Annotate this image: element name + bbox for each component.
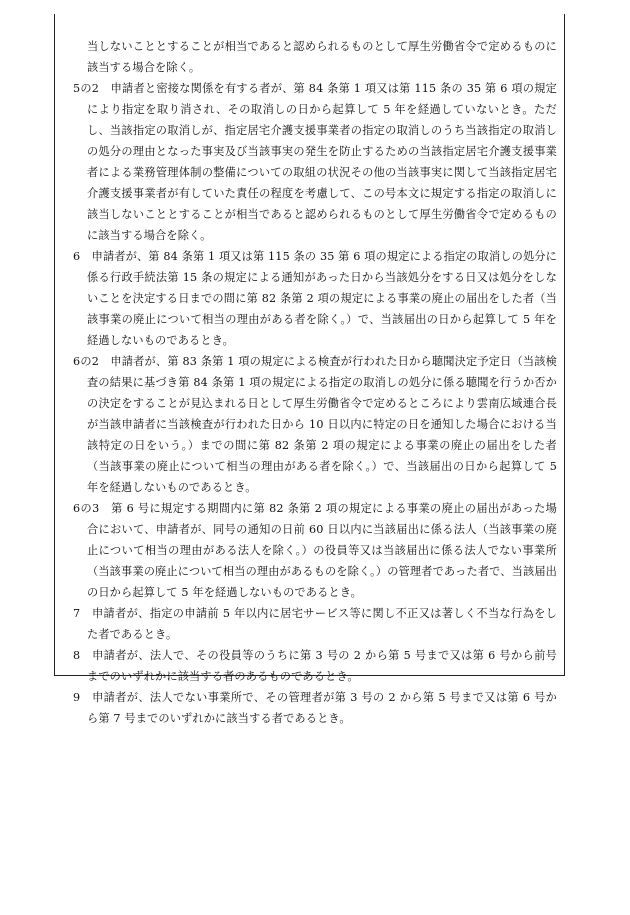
item-8: 8 申請者が、法人で、その役員等のうちに第 3 号の 2 から第 5 号まで又は第 6 号から前号までのいずれかに該当する者のあるものであるとき。 <box>73 649 557 683</box>
item-9: 9 申請者が、法人でない事業所で、その管理者が第 3 号の 2 から第 5 号まで又は第 6 号から第 7 号までのいずれかに該当する者であるとき。 <box>73 691 557 725</box>
item-6-2: 6の2 申請者が、第 83 条第 1 項の規定による検査が行われた日から聴聞決定予定日（当該検査の結果に基づき第 84 条第 1 項の規定による指定の取消しの処分に係る聴聞を行うか否かの決定をすることが見込まれる日として厚生労働省令で定めるところにより雲南広域連合長が当該申請者に当該検査が行われた日から 10 日以内に特定の日を通知した場合における当該特定の日をいう。）までの間に第 82 条第 2 項の規定による事業の廃止の届出をした者（当該事業の廃止について相当の理由がある者を除く。）で、当該届出の日から起算して 5 年を経過しないものであるとき。 <box>73 355 557 494</box>
document-body <box>73 36 557 729</box>
item-5-2: 5の2 申請者と密接な関係を有する者が、第 84 条第 1 項又は第 115 条の 35 第 6 項の規定により指定を取り消され、その取消しの日から起算して 5 年を経過していないとき。ただし、当該指定の取消しが、指定居宅介護支援事業者の指定の取消しのうち当該指定の取消しの処分の理由となった事実及び当該事実の発生を防止するための当該指定居宅介護支援事業者による業務管理体制の整備についての取組の状況その他の当該事実に関して当該指定居宅介護支援事業者が有していた責任の程度を考慮して、この号本文に規定する指定の取消しに該当しないこととすることが相当であると認められるものとして厚生労働省令で定めるものに該当する場合を除く。 <box>73 82 557 242</box>
document-frame <box>54 14 565 725</box>
item-7: 7 申請者が、指定の申請前 5 年以内に居宅サービス等に関し不正又は著しく不当な行為をした者であるとき。 <box>73 607 557 641</box>
item-6-3: 6の3 第 6 号に規定する期間内に第 82 条第 2 項の規定による事業の廃止の届出があった場合において、申請者が、同号の通知の日前 60 日以内に当該届出に係る法人（当該事業の廃止について相当の理由がある法人を除く。）の役員等又は当該届出に係る法人でない事業所（当該事業の廃止について相当の理由があるものを除く。）の管理者であった者で、当該届出の日から起算して 5 年を経過しないものであるとき。 <box>73 502 557 599</box>
continued-paragraph: 当しないこととすることが相当であると認められるものとして厚生労働省令で定めるものに該当する場合を除く。 <box>87 40 557 74</box>
item-6: 6 申請者が、第 84 条第 1 項又は第 115 条の 35 第 6 項の規定による指定の取消しの処分に係る行政手続法第 15 条の規定による通知があった日から当該処分をする日又は処分をしないことを決定する日までの間に第 82 条第 2 項の規定による事業の廃止の届出をした者（当該事業の廃止について相当の理由がある者を除く。）で、当該届出の日から起算して 5 年を経過しないものであるとき。 <box>73 250 557 347</box>
